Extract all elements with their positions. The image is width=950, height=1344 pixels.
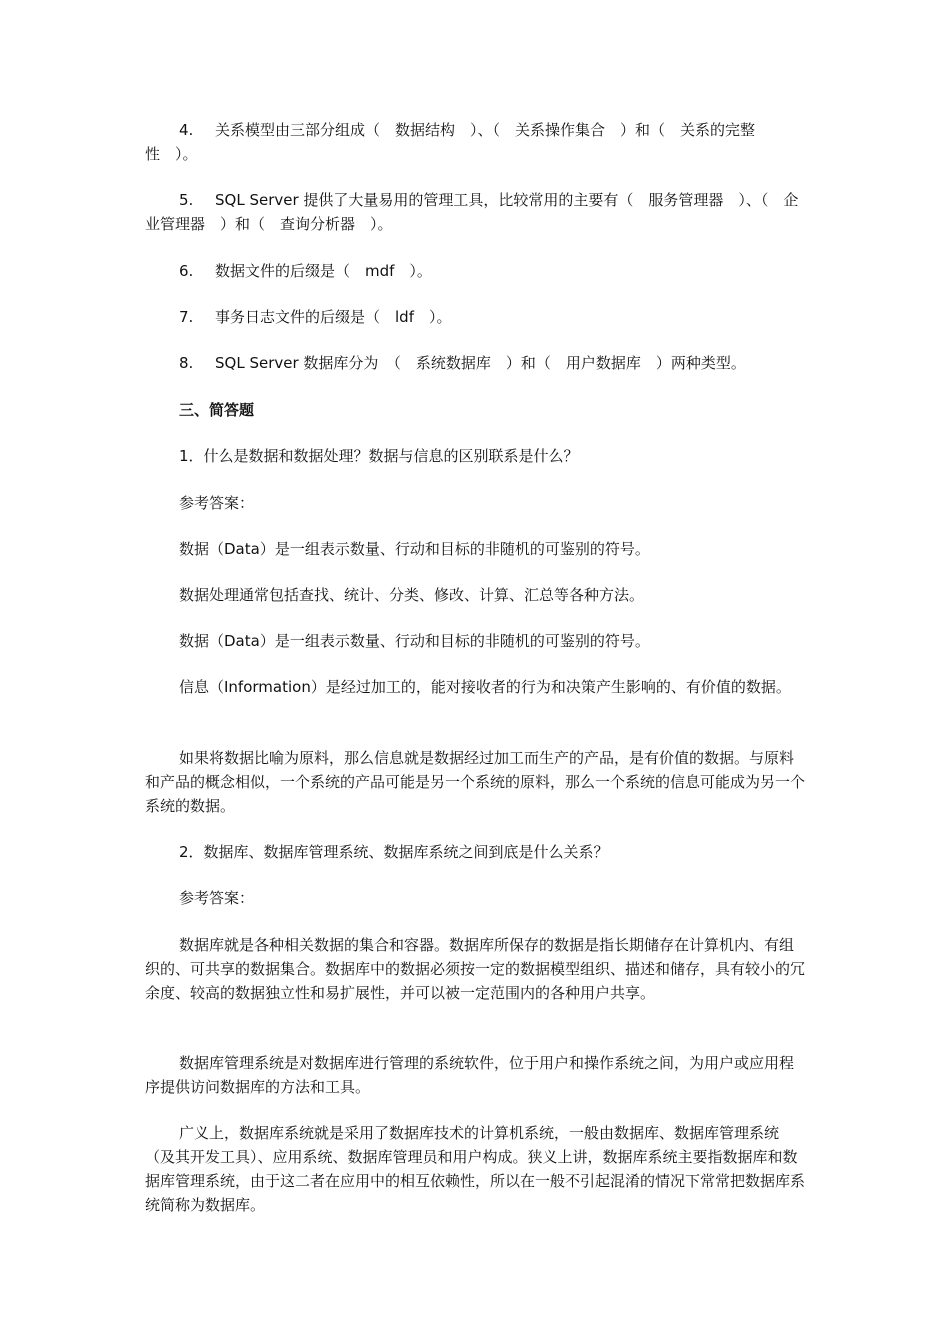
reference-answer-label: 参考答案： <box>179 494 255 512</box>
answer-paragraph: 信息（Information）是经过加工的，能对接收者的行为和决策产生影响的、有价值的数据。 <box>179 678 791 696</box>
item-number: 8. <box>179 354 194 372</box>
question-2: 2．数据库、数据库管理系统、数据库系统之间到底是什么关系？ <box>179 843 609 861</box>
item-text: 事务日志文件的后缀是（ ldf ）。 <box>215 308 452 326</box>
answer-paragraph: 数据库管理系统是对数据库进行管理的系统软件，位于用户和操作系统之间，为用户或应用程序提供访问数据库的方法和工具。 <box>145 1054 795 1096</box>
question-1: 1．什么是数据和数据处理？数据与信息的区别联系是什么？ <box>179 447 579 465</box>
item-text: SQL Server 数据库分为 （ 系统数据库 ）和（ 用户数据库 ）两种类型。 <box>215 354 746 372</box>
item-number: 4. <box>179 121 194 139</box>
section-title: 三、简答题 <box>179 401 255 419</box>
item-number: 6. <box>179 262 194 280</box>
answer-paragraph: 数据（Data）是一组表示数量、行动和目标的非随机的可鉴别的符号。 <box>179 632 650 650</box>
fill-in-item-5 <box>145 188 805 236</box>
answer-paragraph: 数据（Data）是一组表示数量、行动和目标的非随机的可鉴别的符号。 <box>179 540 650 558</box>
item-text: 数据文件的后缀是（ mdf ）。 <box>215 262 432 280</box>
item-text: 关系模型由三部分组成（ 数据结构 ）、（ 关系操作集合 ）和（ 关系的完整性 ）。 <box>145 121 756 163</box>
answer-paragraph: 数据处理通常包括查找、统计、分类、修改、计算、汇总等各种方法。 <box>179 586 645 604</box>
fill-in-item-7 <box>145 305 805 329</box>
reference-answer-label: 参考答案： <box>179 889 255 907</box>
fill-in-item-6 <box>145 259 805 283</box>
fill-in-item-4 <box>145 118 805 166</box>
answer-paragraph: 广义上，数据库系统就是采用了数据库技术的计算机系统，一般由数据库、数据库管理系统（及其开发工具）、应用系统、数据库管理员和用户构成。狭义上讲，数据库系统主要指数据库和数据库管理系统，由于这二者在应用中的相互依赖性，所以在一般不引起混淆的情况下常常把数据库系统简称为数据库。 <box>145 1124 806 1214</box>
item-number: 7. <box>179 308 194 326</box>
item-number: 5. <box>179 191 194 209</box>
answer-paragraph: 数据库就是各种相关数据的集合和容器。数据库所保存的数据是指长期储存在计算机内、有组织的、可共享的数据集合。数据库中的数据必须按一定的数据模型组织、描述和储存，具有较小的冗余度、较高的数据独立性和易扩展性，并可以被一定范围内的各种用户共享。 <box>145 936 806 1002</box>
answer-paragraph: 如果将数据比喻为原料，那么信息就是数据经过加工而生产的产品，是有价值的数据。与原料和产品的概念相似，一个系统的产品可能是另一个系统的原料，那么一个系统的信息可能成为另一个系统的数据。 <box>145 749 806 815</box>
fill-in-item-8 <box>145 351 805 375</box>
item-text: SQL Server 提供了大量易用的管理工具，比较常用的主要有（ 服务管理器 ）、（ 企业管理器 ）和（ 查询分析器 ）。 <box>145 191 799 233</box>
